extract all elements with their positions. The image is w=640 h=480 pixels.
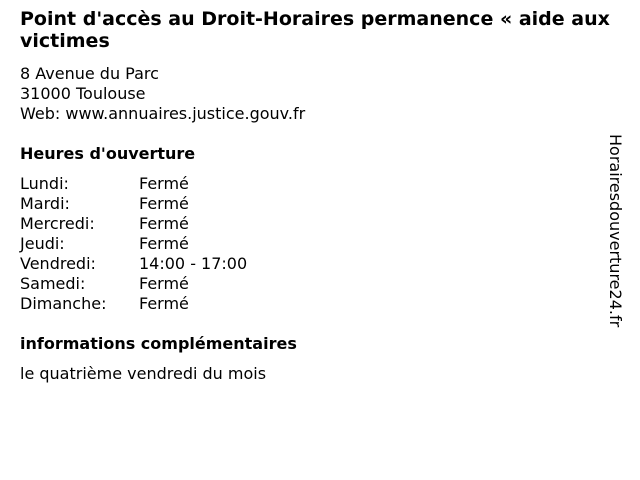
website-link[interactable]: Web: www.annuaires.justice.gouv.fr xyxy=(20,104,306,123)
address-block xyxy=(20,64,305,124)
hours-value: Fermé xyxy=(139,294,189,313)
page-title: Point d'accès au Droit-Horaires permanence « aide aux victimes xyxy=(20,8,610,52)
day-label: Mercredi: xyxy=(20,214,95,233)
day-label: Lundi: xyxy=(20,174,69,193)
hours-value: 14:00 - 17:00 xyxy=(139,254,248,273)
hours-row-friday xyxy=(20,254,247,274)
hours-row-thursday xyxy=(20,234,247,254)
hours-row-monday xyxy=(20,174,247,194)
site-watermark: Horairesdouverture24.fr xyxy=(606,134,625,328)
city-postcode: 31000 Toulouse xyxy=(20,84,146,103)
day-label: Vendredi: xyxy=(20,254,96,273)
hours-value: Fermé xyxy=(139,274,189,293)
additional-info-text: le quatrième vendredi du mois xyxy=(20,364,267,383)
additional-info-heading: informations complémentaires xyxy=(20,334,297,353)
hours-value: Fermé xyxy=(139,174,189,193)
hours-row-tuesday xyxy=(20,194,247,214)
hours-row-saturday xyxy=(20,274,247,294)
day-label: Mardi: xyxy=(20,194,70,213)
day-label: Jeudi: xyxy=(20,234,65,253)
hours-value: Fermé xyxy=(139,234,189,253)
street-address: 8 Avenue du Parc xyxy=(20,64,159,83)
hours-row-wednesday xyxy=(20,214,247,234)
day-label: Samedi: xyxy=(20,274,86,293)
hours-value: Fermé xyxy=(139,214,189,233)
opening-hours-heading: Heures d'ouverture xyxy=(20,144,196,163)
opening-hours-table xyxy=(20,174,247,314)
hours-row-sunday xyxy=(20,294,247,314)
day-label: Dimanche: xyxy=(20,294,107,313)
hours-value: Fermé xyxy=(139,194,189,213)
